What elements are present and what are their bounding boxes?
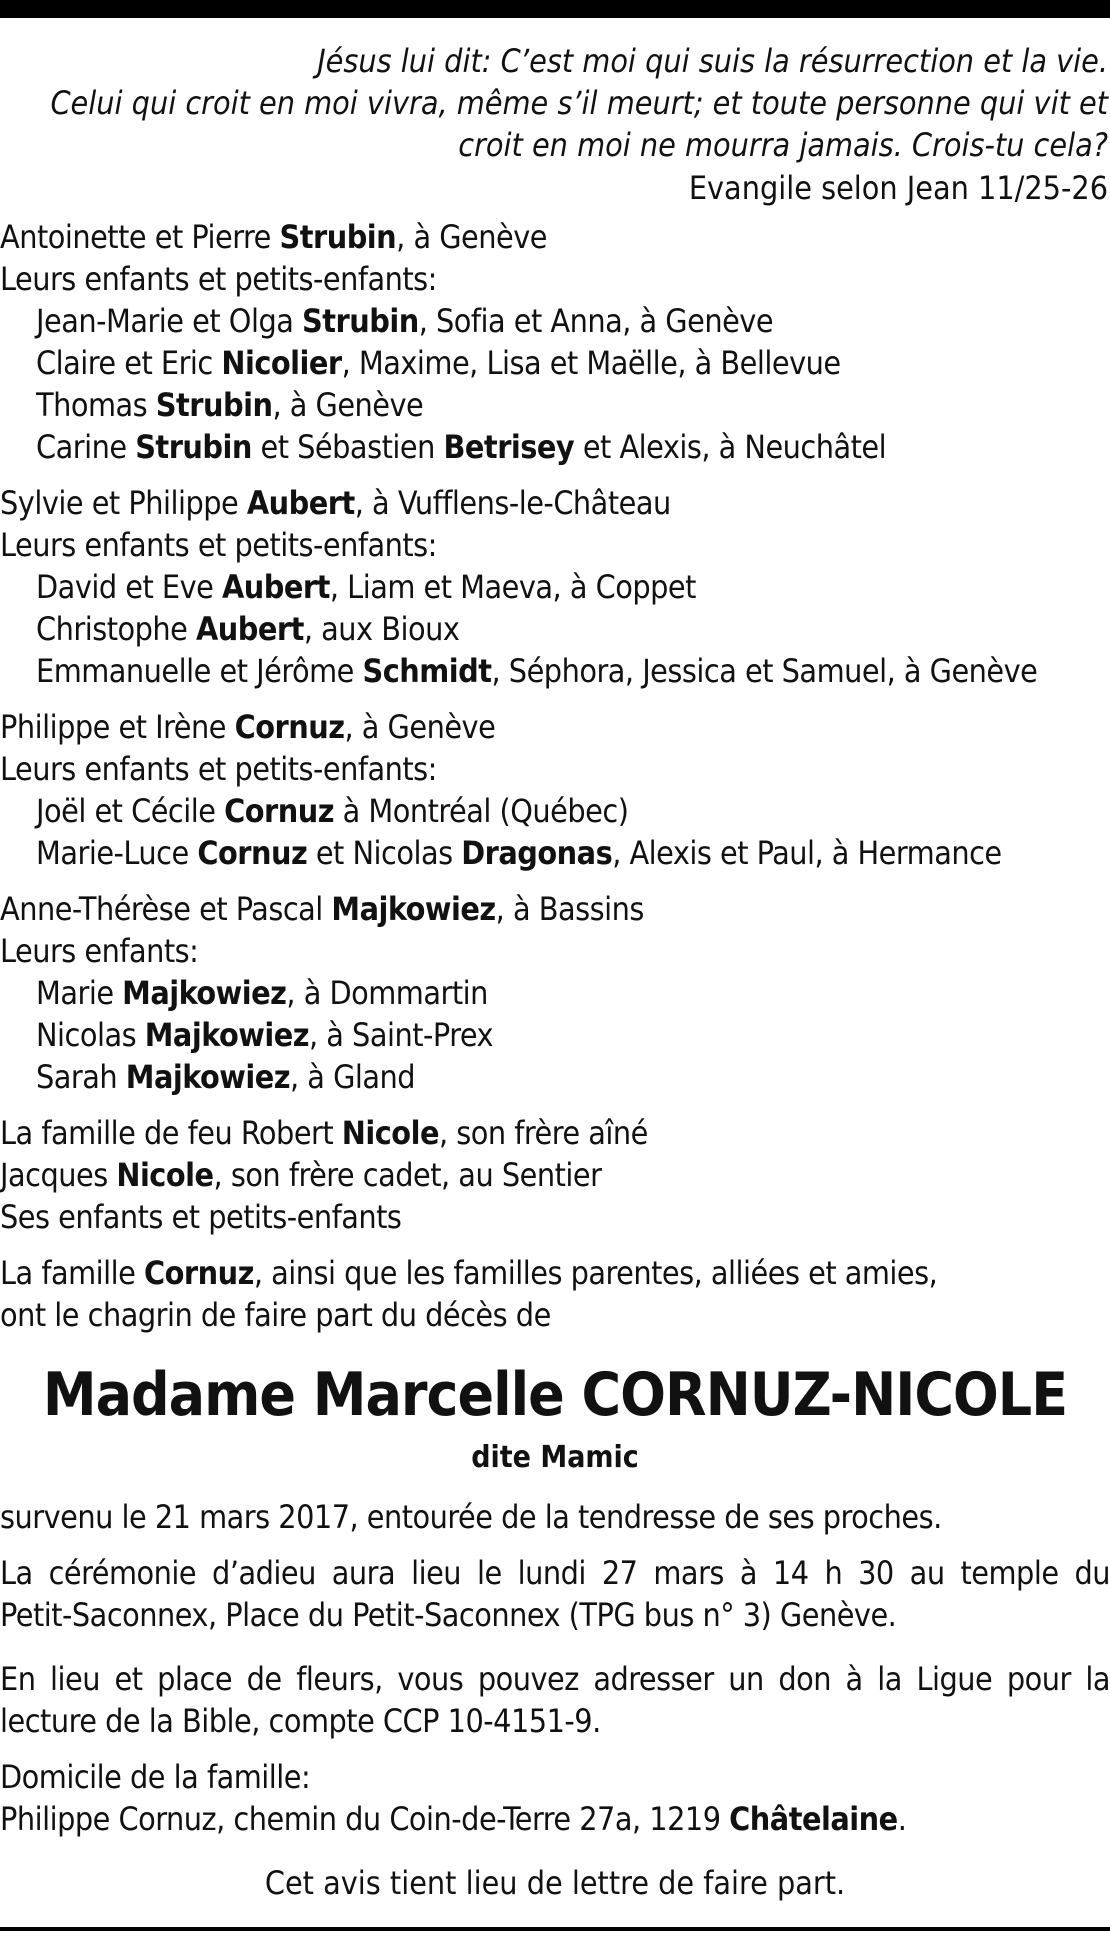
ceremony-line: La cérémonie d’adieu aura lieu le lundi 27 mars à 14 h 30 au temple du [0,1554,1110,1592]
family-group-aubert [0,482,1110,692]
family-head: Philippe et Irène Cornuz, à Genève [0,708,496,746]
deceased-name: Madame Marcelle CORNUZ-NICOLE [42,1360,1068,1430]
obituary-notice [0,40,1110,1904]
ceremony-info [0,1552,1110,1636]
family-member: David et Eve Aubert, Liam et Maeva, à Coppet [36,568,696,606]
family-member: Marie-Luce Cornuz et Nicolas Dragonas, Alexis et Paul, à Hermance [36,834,1002,872]
domicile-address: Philippe Cornuz, chemin du Coin-de-Terre 27a, 1219 Châtelaine. [0,1800,907,1838]
family-head: Anne-Thérèse et Pascal Majkowiez, à Bassins [0,890,644,928]
family-member: Christophe Aubert, aux Bioux [36,610,460,648]
verse-line: croit en moi ne mourra jamais. Crois-tu cela? [458,126,1108,164]
family-group-nicole [0,1112,1110,1238]
domicile-label: Domicile de la famille: [0,1758,311,1796]
family-member: Marie Majkowiez, à Dommartin [36,974,488,1012]
donation-info [0,1658,1110,1742]
family-member: Thomas Strubin, à Genève [36,386,424,424]
verse-line: Jésus lui dit: C’est moi qui suis la résurrection et la vie. [317,42,1108,80]
family-member: Emmanuelle et Jérôme Schmidt, Séphora, Jessica et Samuel, à Genève [36,652,1038,690]
death-statement: survenu le 21 mars 2017, entourée de la tendresse de ses proches. [0,1498,942,1536]
announcement-intro [0,1252,1110,1336]
family-member: Joël et Cécile Cornuz à Montréal (Québec) [36,792,629,830]
deceased-nickname: dite Mamic [471,1440,639,1475]
family-subheading: Leurs enfants et petits-enfants: [0,526,437,564]
family-member: Claire et Eric Nicolier, Maxime, Lisa et Maëlle, à Bellevue [36,344,841,382]
bottom-rule [0,1927,1110,1931]
family-subheading: Leurs enfants et petits-enfants: [0,260,437,298]
family-member: Carine Strubin et Sébastien Betrisey et Alexis, à Neuchâtel [36,428,887,466]
family-member: Nicolas Majkowiez, à Saint-Prex [36,1016,493,1054]
family-line: ont le chagrin de faire part du décès de [0,1296,551,1334]
family-group-majkowiez [0,888,1110,1098]
family-group-strubin [0,216,1110,468]
closing-note: Cet avis tient lieu de lettre de faire part. [264,1864,846,1902]
family-domicile [0,1756,1110,1840]
verse-reference: Evangile selon Jean 11/25-26 [688,169,1108,207]
donation-line: lecture de la Bible, compte CCP 10-4151-9. [0,1702,601,1740]
verse-line: Celui qui croit en moi vivra, même s’il meurt; et toute personne qui vit et [50,84,1108,122]
family-head: Sylvie et Philippe Aubert, à Vufflens-le-Château [0,484,671,522]
family-line: Jacques Nicole, son frère cadet, au Sentier [0,1156,602,1194]
family-line: Ses enfants et petits-enfants [0,1198,402,1236]
family-subheading: Leurs enfants et petits-enfants: [0,750,437,788]
family-member: Jean-Marie et Olga Strubin, Sofia et Anna, à Genève [36,302,774,340]
top-rule [0,0,1110,18]
family-head: Antoinette et Pierre Strubin, à Genève [0,218,547,256]
family-group-cornuz [0,706,1110,874]
family-member: Sarah Majkowiez, à Gland [36,1058,416,1096]
bible-verse [0,40,1110,210]
family-subheading: Leurs enfants: [0,932,199,970]
donation-line: En lieu et place de fleurs, vous pouvez adresser un don à la Ligue pour la [0,1660,1110,1698]
family-line: La famille de feu Robert Nicole, son frère aîné [0,1114,648,1152]
family-line: La famille Cornuz, ainsi que les familles parentes, alliées et amies, [0,1254,938,1292]
ceremony-line: Petit-Saconnex, Place du Petit-Saconnex (TPG bus n° 3) Genève. [0,1596,897,1634]
